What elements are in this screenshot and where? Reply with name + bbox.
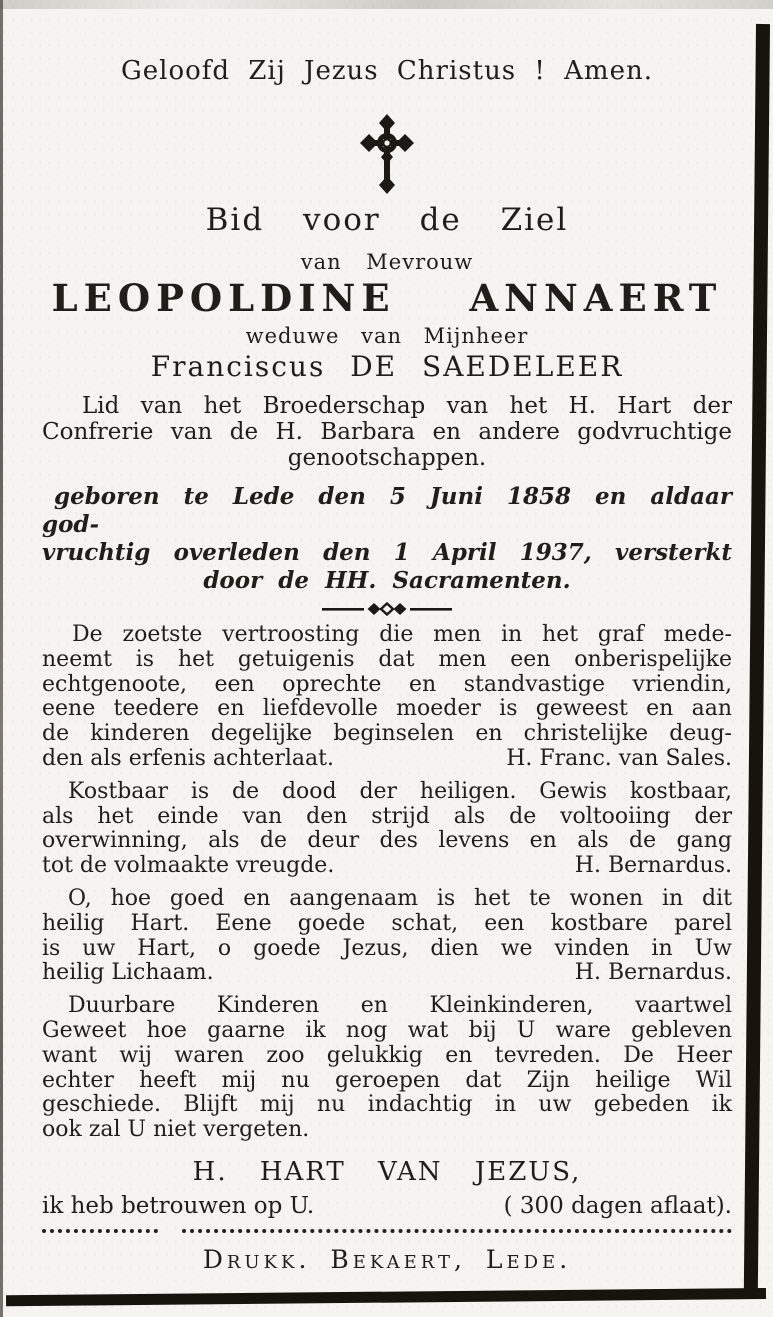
attribution: H. Bernardus. [574, 853, 732, 879]
text-line: overwinning, als de deur des levens en als de gang [42, 828, 732, 854]
attribution: H. Bernardus. [574, 960, 732, 986]
paragraph-precious-death [42, 780, 732, 879]
dotted-rule-long-segment [182, 1229, 732, 1233]
text-line: geschiede. Blijft mij nu indachtig in uw gebeden ik [42, 1092, 732, 1118]
text-line [42, 567, 732, 595]
text-line: echter heeft mij nu geroepen dat Zijn heilige Wil [42, 1067, 732, 1093]
of-line: van Mevrouw [300, 250, 474, 274]
text-line: neemt is het getuigenis dat men een onberispelijke [42, 646, 732, 672]
text-line: De zoetste vertroosting die men in het graf mede- [72, 622, 732, 647]
birth-death-paragraph [42, 483, 732, 595]
scan-edge-left [0, 0, 3, 1317]
text-line [42, 747, 732, 772]
text-line [42, 961, 732, 986]
text-line: vruchtig overleden den 1 April 1937, versterkt [42, 539, 732, 566]
text-line: eene teedere en liefdevolle moeder is geweest en aan [42, 696, 732, 722]
card-content [42, 0, 732, 1274]
budded-cross-icon [356, 110, 418, 194]
text-line-text: door de HH. Sacramenten. [203, 567, 571, 594]
attribution: H. Franc. van Sales. [506, 745, 732, 771]
scan-edge-right [744, 24, 770, 1296]
text-line: O, hoe goed en aangenaam is het te wonen in dit [68, 885, 732, 911]
text-line-text: tot de volmaakte vreugde. [42, 853, 335, 879]
deceased-name: LEOPOLDINE ANNAERT [51, 276, 723, 320]
scan-edge-bottom [6, 1288, 766, 1306]
text-line: Lid van het Broederschap van het H. Hart der [82, 393, 732, 419]
text-line: Geweet hoe gaarne ik nog wat bij U ware gebleven [42, 1017, 732, 1043]
prayer-paragraphs [42, 623, 732, 1143]
text-line: Duurbare Kinderen en Kleinkinderen, vaartwel [68, 993, 732, 1019]
paragraph-holy-heart [42, 887, 732, 986]
closing-trust-text: ik heb betrouwen op U. [42, 1192, 315, 1219]
text-line: want wij waren zoo gelukkig en tevreden. De Heer [42, 1042, 732, 1068]
indulgence-note: ( 300 dagen aflaat). [503, 1192, 732, 1219]
pray-for-soul-heading: Bid voor de Ziel [205, 202, 569, 238]
paragraph-consolation [42, 623, 732, 772]
text-line-text: genootschappen. [287, 445, 487, 471]
text-line: heilig Hart. Eene goede schat, een kostbare parel [42, 910, 732, 936]
text-line: is uw Hart, o goede Jezus, dien we vinden in Uw [42, 935, 732, 961]
husband-name: Franciscus DE SAEDELEER [150, 350, 624, 383]
text-line-text: den als erfenis achterlaat. [42, 745, 334, 771]
text-line [42, 445, 732, 471]
paragraph-farewell [42, 994, 732, 1143]
closing-line [42, 1193, 732, 1219]
text-line: geboren te Lede den 5 Juni 1858 en aldaar god- [42, 483, 732, 538]
invocation-line: Geloofd Zij Jezus Christus ! Amen. [121, 56, 653, 86]
text-line: de kinderen degelijke beginselen en christelijke deug- [42, 721, 732, 747]
closing-invocation-title: H. HART VAN JEZUS, [192, 1156, 582, 1187]
dotted-rule-gap [158, 1229, 182, 1233]
text-line-text: heilig Lichaam. [42, 960, 214, 986]
widow-line: weduwe van Mijnheer [245, 324, 529, 348]
text-line [42, 1118, 732, 1143]
text-line-text: ook zal U niet vergeten. [42, 1117, 310, 1143]
dotted-rule-short-segment [42, 1229, 158, 1233]
printer-imprint: Drukk. Bekaert, Lede. [202, 1244, 572, 1274]
text-line [42, 854, 732, 879]
text-line: echtgenoote, een oprechte en standvastige vriendin, [42, 671, 732, 697]
dotted-rule [42, 1229, 732, 1233]
diamond-divider-ornament [322, 601, 452, 615]
membership-paragraph [42, 393, 732, 471]
text-line: Kostbaar is de dood der heiligen. Gewis kostbaar, [68, 778, 732, 804]
text-line: als het einde van den strijd als de voltooiing der [42, 803, 732, 829]
text-line: Confrerie van de H. Barbara en andere godvruchtige [42, 419, 732, 445]
